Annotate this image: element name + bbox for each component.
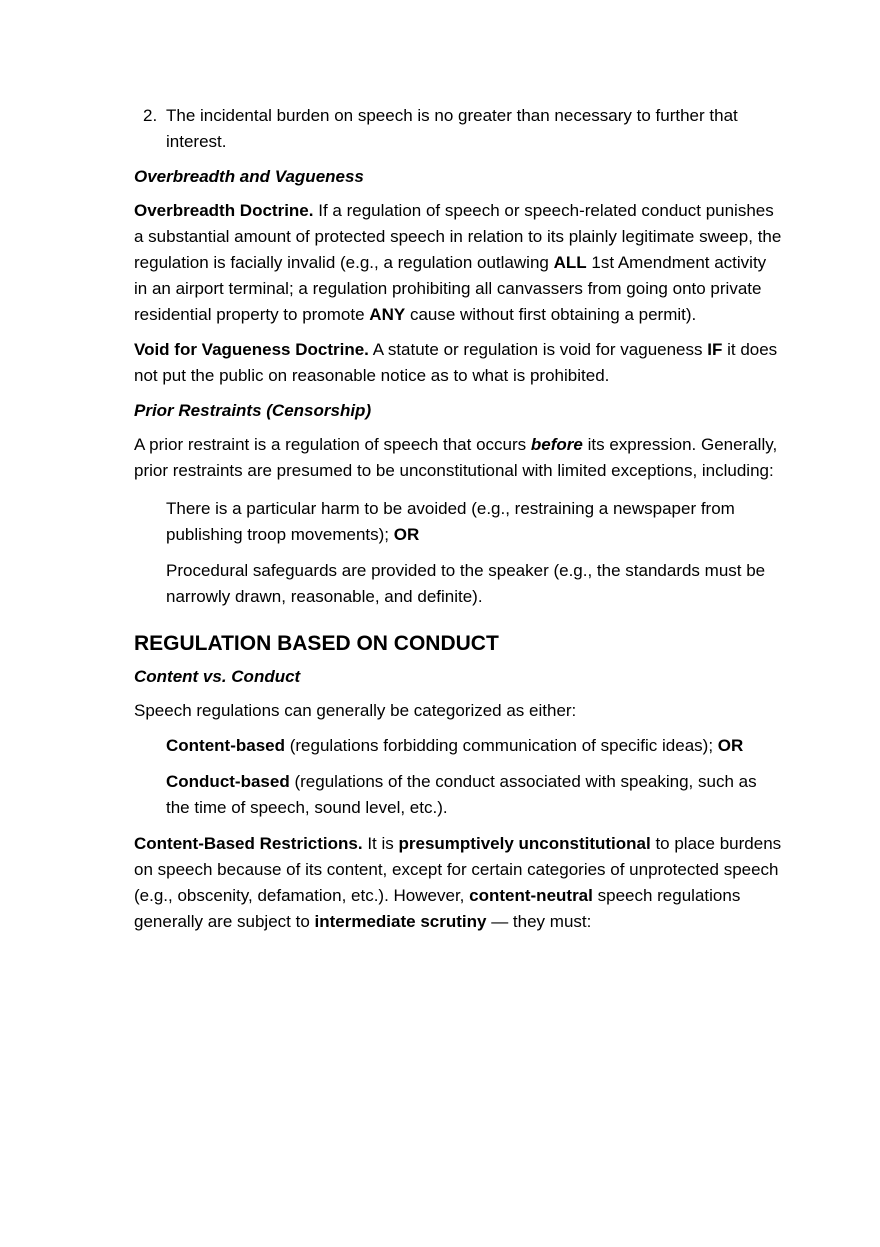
content-based-label: Content-based [166, 736, 285, 755]
vagueness-label: Void for Vagueness Doctrine. [134, 340, 369, 359]
conduct-based-text: (regulations of the conduct associated with speaking, such as the time of speech, sound level, etc.). [166, 772, 757, 817]
category-item [166, 733, 784, 759]
restrictions-text: speech regulations generally are subject to [134, 886, 741, 931]
overbreadth-text: cause without first obtaining a permit). [409, 305, 697, 324]
prior-text: A prior restraint is a regulation of speech that occurs [134, 435, 527, 454]
document-page [134, 103, 784, 944]
emphasis-content-neutral: content-neutral [469, 886, 593, 905]
section-heading: REGULATION BASED ON CONDUCT [134, 632, 499, 655]
prior-restraints-heading: Prior Restraints (Censorship) [134, 401, 372, 420]
overbreadth-paragraph [134, 198, 784, 328]
restrictions-label: Content-Based Restrictions. [134, 834, 363, 853]
content-restrictions-paragraph [134, 831, 784, 935]
exception-item [166, 496, 784, 548]
restrictions-text: It is [367, 834, 394, 853]
prior-text: its expression. Generally, prior restraints are presumed to be unconstitutional with limited exceptions, including: [134, 435, 778, 480]
emphasis-or: OR [717, 736, 744, 755]
list-text: The incidental burden on speech is no greater than necessary to further that interest. [166, 106, 738, 151]
vagueness-text: it does not put the public on reasonable notice as to what is prohibited. [134, 340, 778, 385]
emphasis-presumptively: presumptively unconstitutional [398, 834, 651, 853]
vagueness-paragraph [134, 337, 784, 389]
exception-item [166, 558, 784, 610]
prior-restraints-paragraph [134, 432, 784, 484]
list-item [134, 103, 784, 155]
vagueness-text: A statute or regulation is void for vagueness [372, 340, 703, 359]
restrictions-text: to place burdens on speech because of its content, except for certain categories of unprotected speech (e.g., obscenity, defamation, etc.). However, [134, 834, 782, 905]
overbreadth-text: If a regulation of speech or speech-related conduct punishes a substantial amount of protected speech in relation to its plainly legitimate sweep, the regulation is facially invalid (e.g., a regulation outlawing [134, 201, 782, 272]
list-number: 2. [143, 106, 158, 125]
content-vs-conduct-heading: Content vs. Conduct [134, 667, 301, 686]
category-item [166, 769, 784, 821]
content-based-text: (regulations forbidding communication of specific ideas); [289, 736, 714, 755]
categories-intro: Speech regulations can generally be categorized as either: [134, 701, 577, 720]
emphasis-intermediate: intermediate scrutiny [314, 912, 487, 931]
emphasis-any: ANY [369, 305, 406, 324]
restrictions-text: — they must: [491, 912, 592, 931]
exception-text: Procedural safeguards are provided to the speaker (e.g., the standards must be narrowly drawn, reasonable, and definite). [166, 561, 766, 606]
emphasis-before: before [530, 435, 583, 454]
emphasis-or: OR [393, 525, 420, 544]
exception-text: There is a particular harm to be avoided (e.g., restraining a newspaper from publishing troop movements); [166, 499, 735, 544]
overbreadth-heading: Overbreadth and Vagueness [134, 167, 364, 186]
overbreadth-label: Overbreadth Doctrine. [134, 201, 314, 220]
conduct-based-label: Conduct-based [166, 772, 290, 791]
overbreadth-text: 1st Amendment activity in an airport terminal; a regulation prohibiting all canvassers from going onto private residential property to promote [134, 253, 767, 324]
emphasis-all: ALL [553, 253, 587, 272]
emphasis-if: IF [707, 340, 723, 359]
